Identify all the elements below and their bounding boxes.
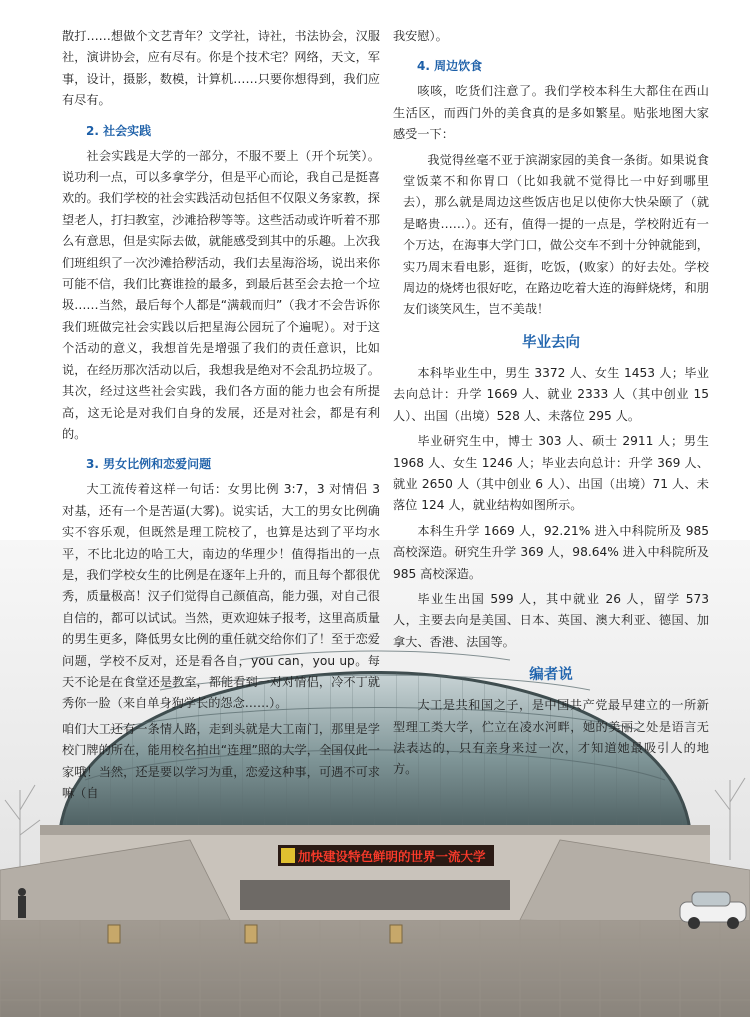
continued-text: 我安慰）。 (393, 29, 448, 43)
gender-ratio-heading: 3. 男女比例和恋爱问题 (86, 457, 212, 472)
graduation-section-title: 毕业去向 (522, 334, 580, 351)
lovers-road-paragraph: 咱们大工还有一条情人路，走到头就是大工南门，那里是学校门牌的所在，能用校名拍出“连理”照的大学，全国仅此一家哦！当然，还是要以学习为重，恋爱这种事，可遇不可求嘛（自 (62, 721, 380, 800)
social-practice-heading: 2. 社会实践 (86, 123, 152, 138)
hobby-clubs-paragraph: 散打……想做个文艺青年？文学社，诗社，书法协会，汉服社，演讲协会，应有尽有。你是个技术宅？网络，天文，军事，设计，摄影，数模，计算机……只要你想得到，我们应有尽有。 (62, 29, 380, 108)
postgrad-stats-paragraph: 毕业研究生中，博士 303 人、硕士 2911 人；男生 1968 人、女生 1246 人；毕业去向总计：升学 369 人、就业 2650 人（其中创业 6 人）、出国（出境）71 人、未落位 124 人，就业结构如图所示。 (393, 434, 709, 513)
further-study-paragraph: 本科生升学 1669 人，92.21% 进入中科院所及 985 高校深造。研究生升学 369 人，98.64% 进入中科院所及 985 高校深造。 (393, 523, 709, 581)
pedestrian (18, 888, 26, 918)
food-heading: 4. 周边饮食 (417, 59, 483, 74)
right-column (393, 26, 709, 785)
gender-ratio-paragraph: 大工流传着这样一句话：女男比例 3:7，3 对情侣 3 对基，还有一个是苦逼(大雾)。说实话，大工的男女比例确实不容乐观，但既然是理工院校了，也算是达到了平均水平，不比北边的哈工大，南边的华理少！值得指出的一点是，我们学校女生的比例是在逐年上升的，而且每个都很优秀，质量极高！汉子们觉得自己颜值高，能力强，对自己很自信的，都可以试试。当然，更欢迎妹子报考，这里高质量的男生更多，降低男女比例的重任就交给你们了！至于恋爱问题，学校不反对，还是看各自，you can，you up。每天不论是在食堂还是教室，都能看到一对对情侣，冷不丁就秀你一脸（来自单身狗学长的怨念……）。 (62, 482, 380, 711)
left-column (62, 26, 380, 808)
led-banner-text: 加快建设特色鲜明的世界一流大学 (298, 849, 486, 864)
social-practice-paragraph: 社会实践是大学的一部分，不服不要上（开个玩笑）。说功利一点，可以多拿学分，但是平心而论，我自己是挺喜欢的。我们学校的社会实践活动包括但不仅限义务家教，探望老人，打扫教室，沙滩拾秽等等。这些活动或许听着不那么有意思，但是实际去做，就能感受到其中的乐趣。上次我们班组织了一次沙滩拾秽活动，我们去星海浴场，说出来你可能不信，我们比赛谁捡的最多，到最后甚至会去抢一个垃圾……当然，最后每个人都是“满载而归”（我才不会告诉你我们班做完社会实践以后把星海公园玩了个遍呢）。对于这个活动的意义，我想首先是增强了我们的责任意识，比如说，在经历那次活动以后，我想我是绝对不会乱扔垃圾了。其次，经过这些社会实践，我们各方面的能力也会有所提高，这无论是对我们自身的发展，还是对社会，都是有利的。 (62, 148, 380, 441)
food-quote-paragraph: 我觉得丝毫不亚于滨湖家园的美食一条街。如果说食堂饭菜不和你胃口（比如我就不觉得比一中好到哪里去），那么就是周边这些饭店也足以使你大快朵颐了（就是略贵……）。还有，值得一提的一点是，学校附近有一个万达，在海事大学门口，做公交车不到十分钟就能到，实乃周末看电影，逛街，吃饭，(败家）的好去处。学校周边的烧烤也很好吃，在路边吃着大连的海鲜烧烤，和朋友们谈笑风生，岂不美哉！ (403, 152, 709, 317)
editor-section-title: 编者说 (529, 667, 573, 684)
undergrad-stats-paragraph: 本科毕业生中，男生 3372 人、女生 1453 人；毕业去向总计：升学 1669 人、就业 2333 人（其中创业 15 人）、出国（出境）528 人、未落位 295 人。 (393, 365, 709, 423)
abroad-paragraph: 毕业生出国 599 人，其中就业 26 人，留学 573 人，主要去向是美国、日本、英国、澳大利亚、德国、加拿大、香港、法国等。 (393, 591, 709, 649)
editor-paragraph: 大工是共和国之子，是中国共产党最早建立的一所新型理工类大学，伫立在凌水河畔，她的美丽之处是语言无法表达的，只有亲身来过一次，才知道她最吸引人的地方。 (393, 698, 709, 777)
food-intro-paragraph: 咳咳，吃货们注意了。我们学校本科生大都住在西山生活区，而西门外的美食真的是多如繁星。贴张地图大家感受一下： (393, 84, 709, 142)
